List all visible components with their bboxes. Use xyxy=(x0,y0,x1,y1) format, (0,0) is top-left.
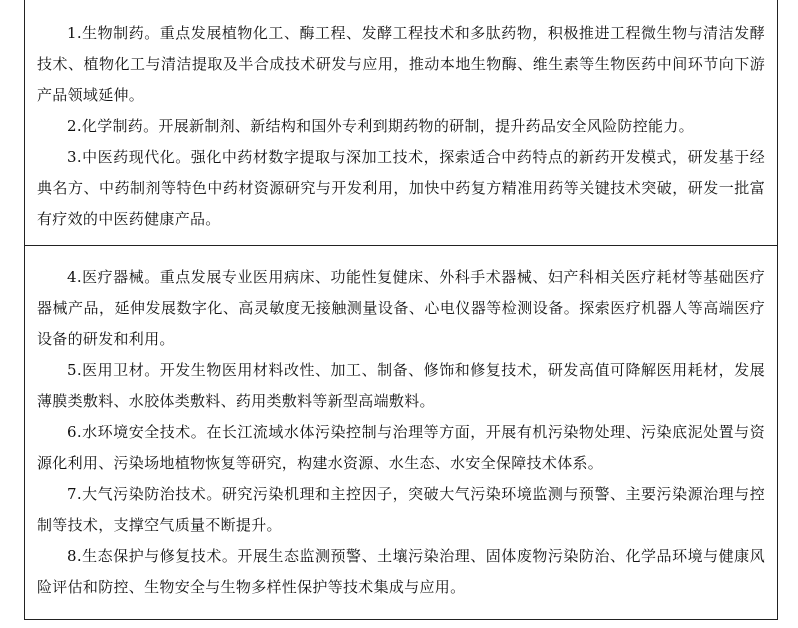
paragraph-air-pollution: 7.大气污染防治技术。研究污染机理和主控因子，突破大气污染环境监测与预警、主要污染源治理与控制等技术，支撑空气质量不断提升。 xyxy=(37,485,765,534)
section-pharma xyxy=(25,18,777,235)
document-frame xyxy=(24,0,778,620)
paragraph-tcm-modernization: 3.中医药现代化。强化中药材数字提取与深加工技术，探索适合中药特点的新药开发模式，研发基于经典名方、中药制剂等特色中药材资源研究与开发利用，加快中药复方精准用药等关键技术突破，研发一批富有疗效的中医药健康产品。 xyxy=(37,148,765,228)
paragraph-chemical-pharma: 2.化学制药。开展新制剂、新结构和国外专利到期药物的研制，提升药品安全风险防控能力。 xyxy=(67,117,694,135)
paragraph-medical-supplies: 5.医用卫材。开发生物医用材料改性、加工、制备、修饰和修复技术，研发高值可降解医用耗材，发展薄膜类敷料、水胶体类敷料、药用类敷料等新型高端敷料。 xyxy=(37,361,765,410)
paragraph-ecology-restoration: 8.生态保护与修复技术。开展生态监测预警、土壤污染治理、固体废物污染防治、化学品环境与健康风险评估和防控、生物安全与生物多样性保护等技术集成与应用。 xyxy=(37,547,765,596)
paragraph-water-safety: 6.水环境安全技术。在长江流域水体污染控制与治理等方面，开展有机污染物处理、污染底泥处置与资源化利用、污染场地植物恢复等研究，构建水资源、水生态、水安全保障技术体系。 xyxy=(37,423,765,472)
section-devices-environment xyxy=(25,262,777,603)
paragraph-bio-pharma: 1.生物制药。重点发展植物化工、酶工程、发酵工程技术和多肽药物，积极推进工程微生物与清洁发酵技术、植物化工与清洁提取及半合成技术研发与应用，推动本地生物酶、维生素等生物医药中间环节向下游产品领域延伸。 xyxy=(37,24,765,104)
paragraph-medical-devices: 4.医疗器械。重点发展专业医用病床、功能性复健床、外科手术器械、妇产科相关医疗耗材等基础医疗器械产品，延伸发展数字化、高灵敏度无接触测量设备、心电仪器等检测设备。探索医疗机器人等高端医疗设备的研发和利用。 xyxy=(37,268,765,348)
section-divider xyxy=(25,245,777,246)
